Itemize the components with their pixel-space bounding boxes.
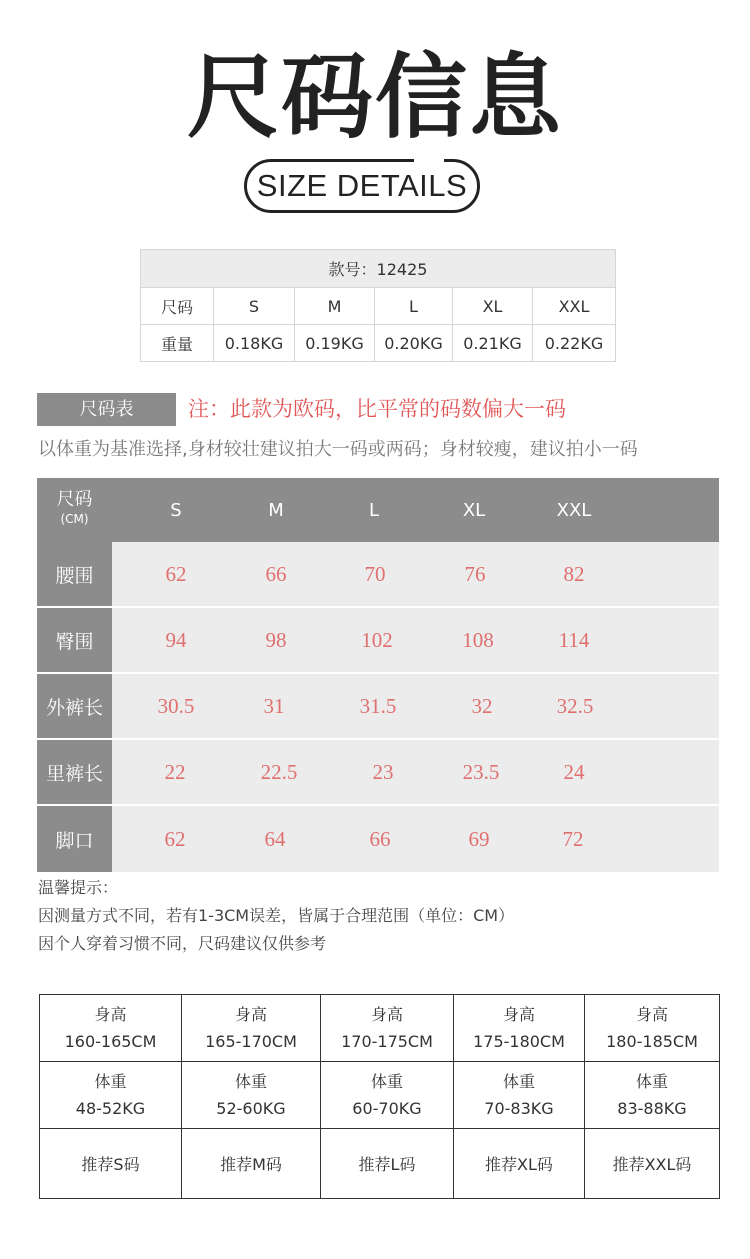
recommend-cell: 推荐M码 bbox=[182, 1129, 321, 1199]
size-value: 23.5 bbox=[462, 759, 500, 784]
size-value: 64 bbox=[264, 826, 286, 851]
size-row bbox=[37, 740, 719, 804]
size-row-label: 外裤长 bbox=[37, 674, 112, 738]
weight-table bbox=[140, 249, 616, 362]
recommend-cell: 推荐S码 bbox=[40, 1129, 182, 1199]
weight-cell bbox=[454, 1062, 585, 1129]
weight-label: 体重 bbox=[94, 1072, 127, 1091]
recommend-table bbox=[39, 994, 720, 1199]
weight-cell: 0.19KG bbox=[295, 325, 375, 362]
size-cell: L bbox=[375, 288, 453, 325]
height-cell bbox=[40, 995, 182, 1062]
size-value: 69 bbox=[468, 826, 490, 851]
recommend-cell: 推荐L码 bbox=[321, 1129, 454, 1199]
weight-label: 体重 bbox=[234, 1072, 267, 1091]
size-value: 114 bbox=[558, 627, 590, 652]
size-row-label: 臀围 bbox=[37, 608, 112, 672]
size-value: 102 bbox=[361, 627, 393, 652]
size-value: 22 bbox=[164, 759, 186, 784]
height-cell bbox=[454, 995, 585, 1062]
weight-range: 48-52KG bbox=[75, 1099, 146, 1118]
weight-table-weight-row bbox=[141, 325, 616, 362]
warm-tips-line2: 因个人穿着习惯不同，尺码建议仅供参考 bbox=[38, 934, 327, 953]
recommend-cell: 推荐XL码 bbox=[454, 1129, 585, 1199]
weight-range: 70-83KG bbox=[484, 1099, 554, 1118]
size-value: 70 bbox=[364, 561, 386, 586]
size-value: 72 bbox=[562, 826, 584, 851]
weight-row bbox=[40, 1062, 720, 1129]
weight-label: 体重 bbox=[370, 1072, 403, 1091]
height-cell bbox=[182, 995, 321, 1062]
size-row-body bbox=[112, 608, 719, 672]
weight-range: 83-88KG bbox=[617, 1099, 687, 1118]
size-cell: XL bbox=[453, 288, 533, 325]
size-value: 66 bbox=[369, 826, 391, 851]
size-row-body bbox=[112, 740, 719, 804]
weight-cell: 0.20KG bbox=[375, 325, 453, 362]
weight-cell bbox=[585, 1062, 720, 1129]
size-header-cell: XXL bbox=[556, 499, 592, 521]
size-row-body bbox=[112, 542, 719, 606]
size-row-body bbox=[112, 674, 719, 738]
height-label: 身高 bbox=[94, 1005, 127, 1024]
height-cell bbox=[321, 995, 454, 1062]
height-label: 身高 bbox=[502, 1005, 535, 1024]
size-table-header bbox=[37, 478, 719, 542]
size-value: 62 bbox=[165, 561, 187, 586]
size-row bbox=[37, 542, 719, 606]
height-range: 170-175CM bbox=[341, 1032, 433, 1051]
weight-cell bbox=[182, 1062, 321, 1129]
weight-label: 体重 bbox=[502, 1072, 535, 1091]
recommend-cell: 推荐XXL码 bbox=[585, 1129, 720, 1199]
size-row bbox=[37, 608, 719, 672]
weight-cell bbox=[40, 1062, 182, 1129]
size-header-unit: (CM) bbox=[60, 512, 89, 526]
size-value: 76 bbox=[464, 561, 486, 586]
weight-cell: 0.21KG bbox=[453, 325, 533, 362]
size-cell: M bbox=[295, 288, 375, 325]
euro-size-note: 注：此款为欧码，比平常的码数偏大一码 bbox=[188, 397, 566, 421]
height-range: 160-165CM bbox=[64, 1032, 157, 1051]
size-header-cell: S bbox=[170, 499, 182, 521]
weight-range: 52-60KG bbox=[216, 1099, 286, 1118]
size-value: 98 bbox=[265, 627, 287, 652]
recommend-row bbox=[40, 1129, 720, 1199]
size-value: 31.5 bbox=[359, 693, 397, 718]
size-value: 23 bbox=[372, 759, 394, 784]
size-value: 24 bbox=[563, 759, 585, 784]
weight-table-size-row bbox=[141, 288, 616, 325]
size-header-cell: XL bbox=[462, 499, 486, 521]
size-cell: XXL bbox=[533, 288, 616, 325]
size-value: 31 bbox=[263, 693, 285, 718]
size-row-body bbox=[112, 806, 719, 872]
size-value: 82 bbox=[563, 561, 585, 586]
weight-row-label: 重量 bbox=[141, 325, 214, 362]
height-label: 身高 bbox=[234, 1005, 267, 1024]
size-row-label: 脚口 bbox=[37, 806, 112, 872]
size-header-cell: L bbox=[368, 499, 380, 521]
size-value: 32.5 bbox=[556, 693, 594, 718]
weight-cell: 0.18KG bbox=[214, 325, 295, 362]
height-range: 165-170CM bbox=[205, 1032, 297, 1051]
size-value: 108 bbox=[462, 627, 494, 652]
style-number: 款号：12425 bbox=[141, 250, 616, 288]
height-label: 身高 bbox=[635, 1005, 668, 1024]
size-row bbox=[37, 674, 719, 738]
size-value: 22.5 bbox=[260, 759, 298, 784]
subtitle-notch bbox=[414, 153, 444, 163]
weight-cell: 0.22KG bbox=[533, 325, 616, 362]
size-row-label: 尺码 bbox=[141, 288, 214, 325]
size-row-label: 腰围 bbox=[37, 542, 112, 606]
size-cell: S bbox=[214, 288, 295, 325]
size-header-cell: M bbox=[268, 499, 284, 521]
size-value: 30.5 bbox=[157, 693, 195, 718]
size-value: 94 bbox=[165, 627, 187, 652]
size-value: 62 bbox=[164, 826, 186, 851]
weight-range: 60-70KG bbox=[352, 1099, 422, 1118]
size-header-text: 尺码 bbox=[56, 489, 93, 510]
size-value: 66 bbox=[265, 561, 287, 586]
size-value: 32 bbox=[471, 693, 493, 718]
size-header-label bbox=[37, 478, 112, 542]
weight-label: 体重 bbox=[635, 1072, 668, 1091]
size-row-label: 里裤长 bbox=[37, 740, 112, 804]
size-table bbox=[37, 478, 719, 872]
height-label: 身高 bbox=[370, 1005, 403, 1024]
selection-tip: 以体重为基准选择,身材较壮建议拍大一码或两码；身材较瘦，建议拍小一码 bbox=[38, 439, 638, 460]
warm-tips-title: 温馨提示： bbox=[38, 878, 119, 897]
height-range: 180-185CM bbox=[606, 1032, 698, 1051]
size-row bbox=[37, 806, 719, 872]
height-cell bbox=[585, 995, 720, 1062]
size-chart-tag: 尺码表 bbox=[37, 393, 176, 426]
weight-cell bbox=[321, 1062, 454, 1129]
height-row bbox=[40, 995, 720, 1062]
warm-tips-line1: 因测量方式不同，若有1-3CM误差，皆属于合理范围（单位：CM） bbox=[38, 906, 515, 925]
page-title: 尺码信息 bbox=[186, 44, 563, 151]
page-subtitle: SIZE DETAILS bbox=[244, 159, 480, 213]
height-range: 175-180CM bbox=[473, 1032, 565, 1051]
